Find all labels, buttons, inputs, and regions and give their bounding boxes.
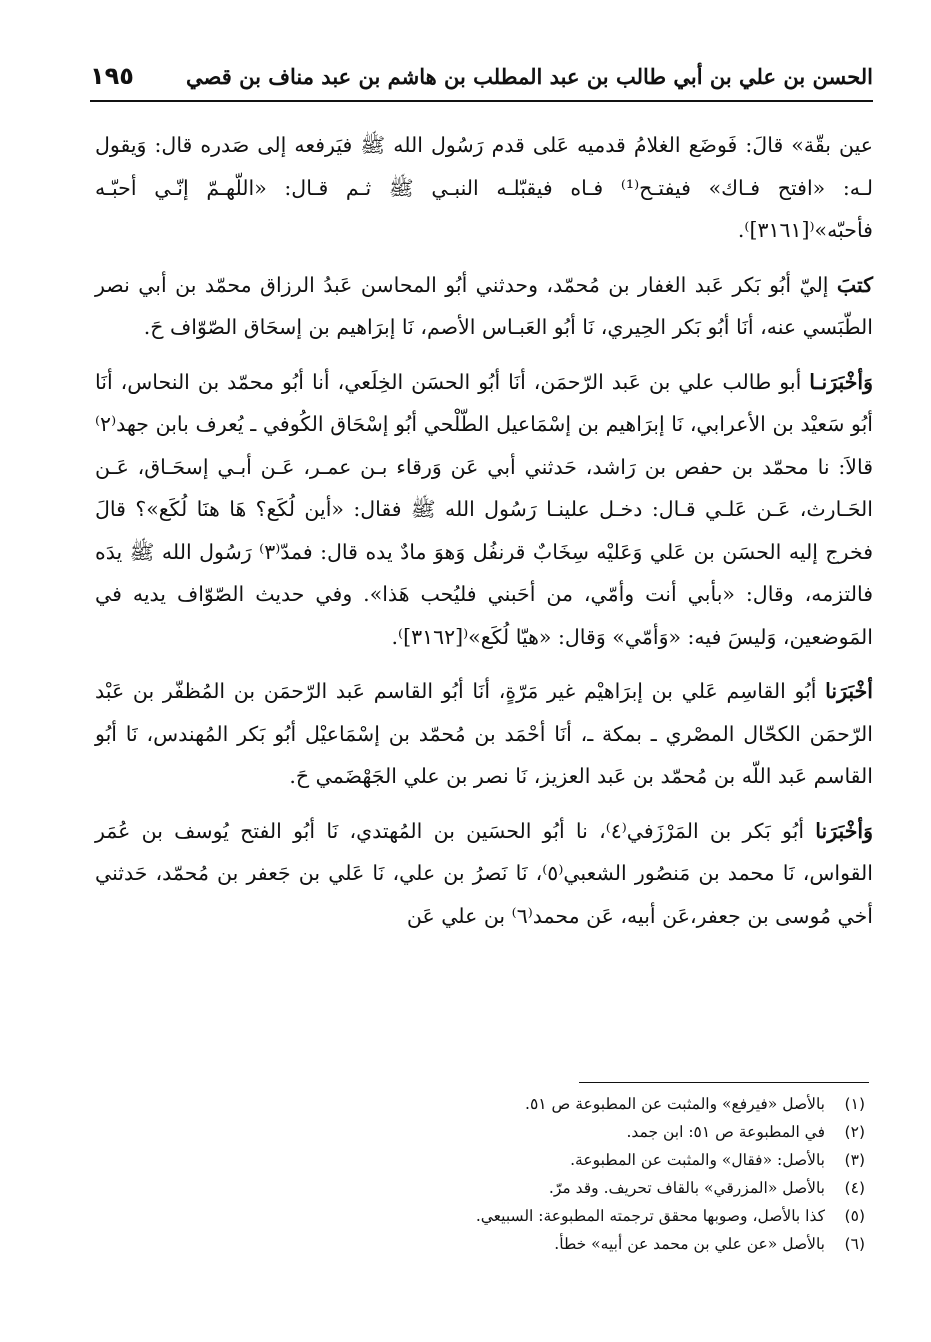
- footnote-text: بالأصل «عن علي بن محمد عن أبيه» خطأ.: [554, 1235, 825, 1253]
- paragraph-text: أبو طالب علي بن عَبد الرّحمَن، أنَا أبُو الحسَن الخِلَعي، أنا أبُو محمّد بن النحاس، أنَا أبُو سَعيْد بن الأعرابي، نَا إبرَاهيم بن إسْمَاعيل الطّلْحي أبُو إسْحَاق الكُوفي ـ يُعرف بابن جهد⁽٢⁾ قالاَ: نا محمّد بن حفص بن رَاشد، حَدثني أبي عَن وَرقاء بـن عمـر، عَـن أبـي إسحَـاق، عَـن الحَـارث، عَـن عَلـي قـال: دخـل علينـا رَسُول الله ﷺ فقال: «أين لُكَع؟ هَا هنَا لُكَع»؟ قالَ فخرج إليه الحسَن بن عَلي وَعَليْه سِخَابٌ قرنفُل وَهوَ مادٌ يده قال: فمدّ⁽٣⁾ رَسُول الله ﷺ يدَه فالتزمه، وقال: «بأبي أنت وأمّي، من أحَبني فليُحب هَذا». وفي حديث الصّوّاف يديه في المَوضعين، وَليسَ فيه: «وَأمّي» وَقال: «هيّا لُكَع»⁽[٣١٦٢]⁾.: [95, 369, 873, 649]
- footnote-separator: [579, 1082, 869, 1083]
- footnotes: [95, 1090, 865, 1258]
- paragraph-text: إليّ أبُو بَكر عَبد الغفار بن مُحمّد، وحدثني أبُو المحاسن عَبدُ الرزاق محمّد بن أبي نصر الطّبَسي عنه، أنَا أبُو بَكر الحِيري، نَا أبُو العَبـاس الأصم، نَا إبرَاهيم بن إسحَاق الصّوّاف حَ.: [95, 272, 873, 339]
- paragraph-text: أبُو بَكر بن المَرْزَفي⁽٤⁾، نا أبُو الحسَين بن المُهتدي، نَا أبُو الفتح يُوسف بن عُمَر القواس، نَا محمد بن مَنصُور الشعبي⁽٥⁾، نَا نَصرُ بن علي، نَا عَلي بن جَعفر بن مُحمّد، حَدثني أخي مُوسى بن جعفر،عَن أبيه، عَن محمد⁽٦⁾ بن علي عَن: [95, 818, 873, 928]
- footnote: [95, 1090, 865, 1118]
- footnote-text: في المطبوعة ص ٥١: ابن جمد.: [626, 1123, 825, 1141]
- page-number: ١٩٥: [90, 62, 134, 90]
- paragraph-text: عين بقّة» قالَ: فَوضَع الغلامُ قدميه عَلى قدم رَسُول الله ﷺ فيَرفعه إلى صَدره قال: وَيقول لـه: «افتح فـاك» فيفتـح⁽¹⁾ فـاه فيقبّلـه النبـي ﷺ ثـم قـال: «اللّهـمّ إنّـي أحبّـه فأحبّه»⁽[٣١٦١]⁾.: [95, 133, 873, 242]
- footnote-number: (٣): [844, 1151, 865, 1169]
- paragraph-3: [95, 361, 873, 659]
- footnote-text: كذا بالأصل، وصوبها محقق ترجمته المطبوعة: السبيعي.: [475, 1207, 825, 1225]
- main-text: [95, 124, 873, 937]
- footnote: [95, 1202, 865, 1230]
- footnote-number: (٦): [844, 1235, 865, 1253]
- paragraph-text: أبُو القاسِم عَلي بن إبرَاهيْم غير مَرّةٍ، أنَا أبُو القاسم عَبد الرّحمَن بن المُظفّر بن عَبْد الرّحمَن الكحّال المصْري ـ بمكة ـ، أنَا أحْمَد بن مُحمّد بن إسْمَاعيْل أبُو بَكر المُهندس، نَا أبُو القاسم عَبد اللّه بن مُحمّد بن عَبد العزيز، نَا نصر بن علي الجَهْضَمي حَ.: [95, 679, 873, 788]
- paragraph-lead: كتبَ: [836, 272, 873, 297]
- paragraph-lead: وَأخْبَرَنا: [815, 818, 873, 843]
- paragraph-4: [95, 670, 873, 798]
- footnote: [95, 1230, 865, 1258]
- footnote: [95, 1174, 865, 1202]
- footnote-number: (١): [844, 1095, 865, 1113]
- footnote: [95, 1118, 865, 1146]
- running-header: [90, 60, 873, 102]
- footnote-number: (٢): [844, 1123, 865, 1141]
- paragraph-lead: وَأخْبَرَنـا: [809, 369, 873, 394]
- header-title: الحسن بن علي بن أبي طالب بن عبد المطلب بن هاشم بن عبد مناف بن قصي: [186, 64, 873, 89]
- paragraph-1: [95, 124, 873, 252]
- footnote-number: (٥): [844, 1207, 865, 1225]
- footnote: [95, 1146, 865, 1174]
- footnote-text: بالأصل «فيرفع» والمثبت عن المطبوعة ص ٥١.: [525, 1095, 825, 1113]
- paragraph-2: [95, 264, 873, 349]
- footnote-text: بالأصل «المزرقي» بالقاف تحريف. وقد مرّ.: [548, 1179, 825, 1197]
- paragraph-lead: أخْبَرَنا: [825, 679, 873, 703]
- footnote-text: بالأصل: «فقال» والمثبت عن المطبوعة.: [570, 1151, 825, 1169]
- footnote-number: (٤): [844, 1179, 865, 1197]
- paragraph-5: [95, 810, 873, 938]
